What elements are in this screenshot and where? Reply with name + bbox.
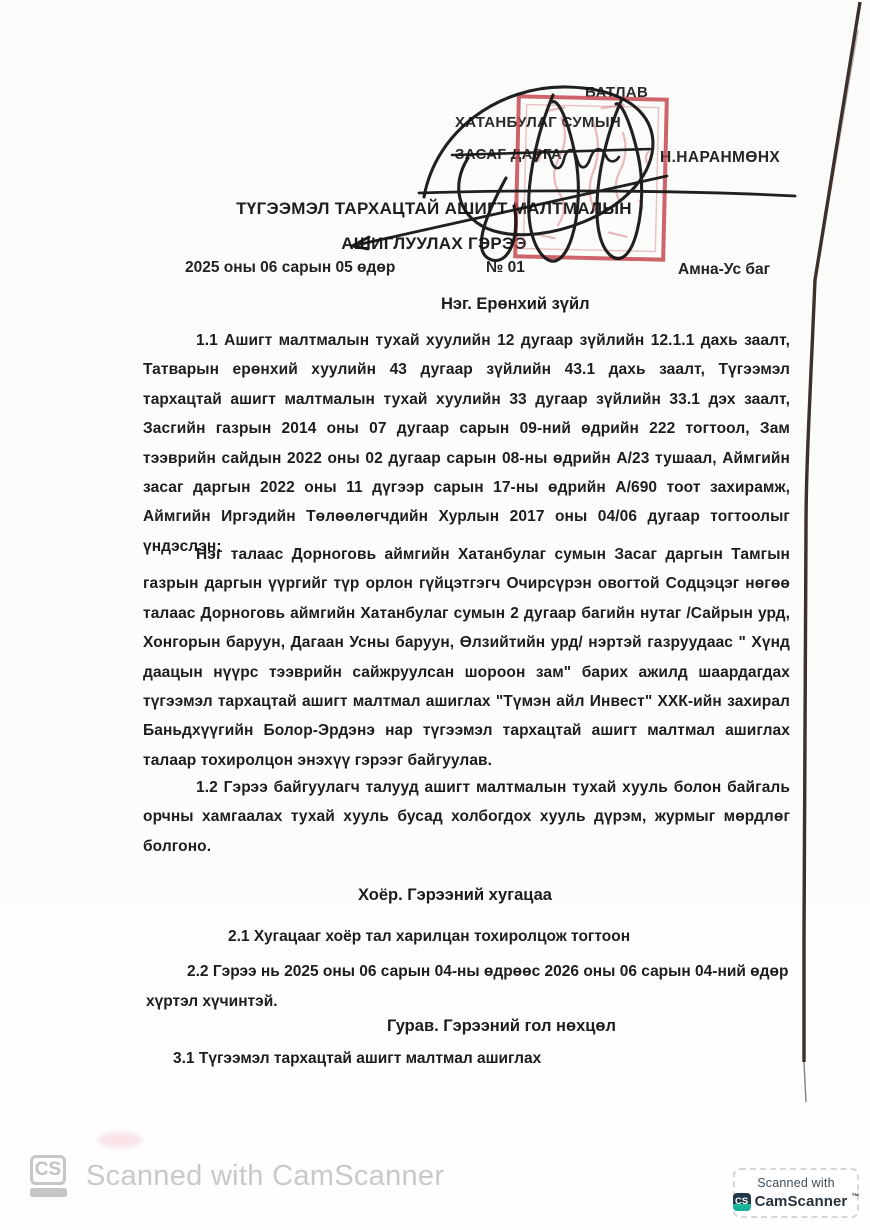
parties-paragraph: Нэг талаас Дорноговь аймгийн Хатанбулаг сумын Засаг даргын Тамгын газрын даргын үүргийг түр орлон гүйцэтгэгч Очирсүрэн овогтой Содцэцэг нөгөө талаас Дорноговь аймгийн Хатанбулаг сумын 2 дугаар багийн нутаг /Сайрын урд, Хонгорын баруун, Дагаан Усны баруун, Өлзийтийн урд/ нэртэй газруудаас " Хүнд даацын нүүрс тээврийн сайжруулсан шороон зам" барих ажилд шаардагдах түгээмэл тархацтай ашигт малтмал ашиглах "Түмэн айл Инвест" ХХК-ийн захирал Баньдхүүгийн Болор-Эрдэнэ нар түгээмэл тархацтай ашигт малтмал ашиглах талаар тохиролцон энэхүү гэрээг байгуулав. bbox=[143, 546, 790, 769]
clause-3-1-line: 3.1 Түгээмэл тархацтай ашигт малтмал ашиглах bbox=[173, 1050, 542, 1067]
section1-heading: Нэг. Ерөнхий зүйл bbox=[441, 295, 590, 313]
document-title-line2: АШИГЛУУЛАХ ГЭРЭЭ bbox=[341, 234, 527, 253]
camscanner-logo-icon bbox=[30, 1155, 70, 1197]
section2-heading: Хоёр. Гэрээний хугацаа bbox=[358, 886, 552, 904]
approval-org-line: ХАТАНБУЛАГ СУМЫН bbox=[455, 114, 621, 131]
section3-heading: Гурав. Гэрээний гол нөхцөл bbox=[387, 1017, 616, 1035]
clause-1-1-paragraph: 1.1 Ашигт малтмалын тухай хуулийн 12 дугаар зүйлийн 12.1.1 дахь заалт, Татварын ерөнхий хуулийн 43 дугаар зүйлийн 43.1 дахь заалт, Түгээмэл тархацтай ашигт малтмалын тухай хуулийн 33 дугаар зүйлийн 33.1 дэх заалт, Засгийн газрын 2014 оны 07 дугаар сарын 09-ний өдрийн 222 тогтоол, Зам тээврийн сайдын 2022 оны 02 дугаар сарын 08-ны өдрийн А/23 тушаал, Аймгийн засаг даргын 2022 оны 11 дүгээр сарын 17-ны өдрийн А/690 тоот захирамж, Аймгийн Иргэдийн Төлөөлөгчдийн Хурлын 2017 оны 04/06 дугаар тогтоолыг үндэслэн: bbox=[143, 332, 790, 555]
document-title-line1: ТҮГЭЭМЭЛ ТАРХАЦТАЙ АШИГТ МАЛТМАЛЫН bbox=[236, 199, 632, 218]
badge-brand-text: CamScanner bbox=[754, 1193, 848, 1210]
bag-name: Амна-Ус баг bbox=[678, 261, 771, 278]
clause-2-1-line: 2.1 Хугацааг хоёр тал харилцан тохиролцож тогтоон bbox=[228, 928, 631, 945]
clause-1-2-paragraph: 1.2 Гэрээ байгуулагч талууд ашигт малтмалын тухай хууль болон байгаль орчны хамгаалах тухай хууль бусад холбогдох хууль дүрэм, журмыг мөрдлөг болгоно. bbox=[143, 779, 790, 855]
clause-2-2-paragraph: 2.2 Гэрээ нь 2025 оны 06 сарын 04-ны өдрөөс 2026 оны 06 сарын 04-ний өдөр хүртэл хүчинтэй. bbox=[146, 963, 789, 1010]
badge-scanned-with-text: Scanned with bbox=[757, 1175, 835, 1190]
camscanner-badge bbox=[733, 1168, 859, 1218]
approval-batlav-label: БАТЛАВ bbox=[585, 84, 649, 101]
camscanner-badge-logo-icon: CS bbox=[733, 1193, 751, 1211]
watermark-text: Scanned with CamScanner bbox=[86, 1159, 445, 1192]
badge-brand-row bbox=[733, 1193, 860, 1211]
approval-position-label: ЗАСАГ ДАРГА bbox=[455, 146, 563, 163]
camscanner-watermark bbox=[30, 1155, 444, 1197]
approval-signer-name: Н.НАРАНМӨНХ bbox=[660, 149, 781, 166]
document-number: № 01 bbox=[486, 259, 525, 276]
camscanner-logo-bar bbox=[30, 1188, 67, 1197]
camscanner-logo-letters: CS bbox=[30, 1155, 66, 1185]
stamp-smudge-artifact bbox=[98, 1132, 142, 1148]
badge-trademark-symbol: ™ bbox=[851, 1192, 860, 1201]
document-date: 2025 оны 06 сарын 05 өдөр bbox=[185, 259, 396, 276]
